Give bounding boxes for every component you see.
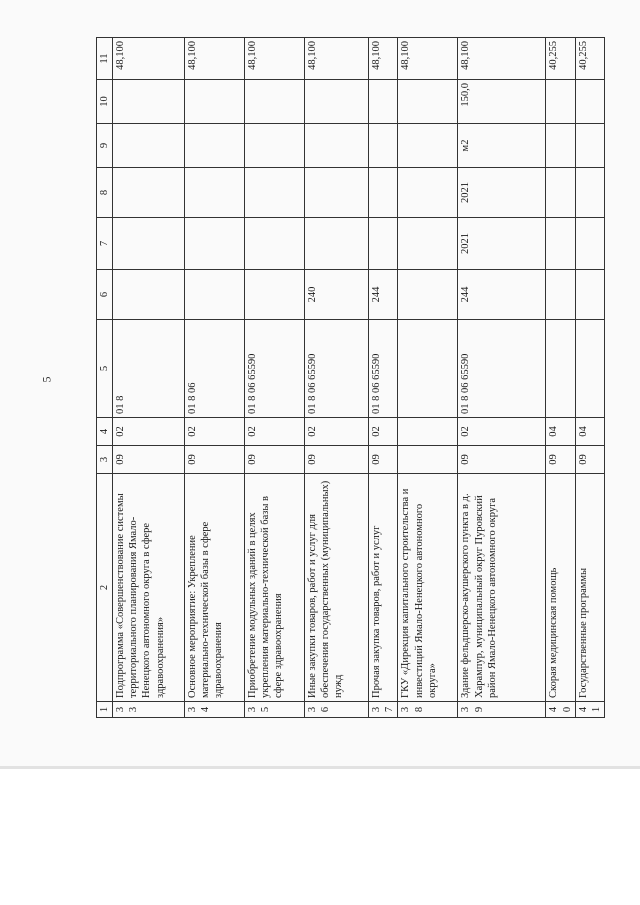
table-cell: 40 [546, 702, 575, 718]
table-cell: 09 [113, 446, 185, 474]
table-cell [305, 218, 369, 270]
header-cell: 10 [97, 80, 113, 124]
table-row [546, 38, 575, 718]
header-cell: 1 [97, 702, 113, 718]
header-cell: 4 [97, 418, 113, 446]
page-edge [0, 766, 640, 769]
table-cell: Подпрограмма «Совершенствование системы территориального планирования Ямало-Ненецкого автономного округа в сфере здравоохранения» [113, 474, 185, 702]
table-cell: Здание фельдшерско-акушерского пункта в д. Харампур, муниципальный округ Пуровский район Ямало-Ненецкого автономного округа [458, 474, 546, 702]
table-cell: 48,100 [398, 38, 458, 80]
table-cell: 01 8 06 65590 [369, 320, 398, 418]
table-cell: 48,100 [458, 38, 546, 80]
table-cell [305, 168, 369, 218]
table-cell: 02 [245, 418, 305, 446]
table-cell [245, 124, 305, 168]
table-cell: 01 8 06 [185, 320, 245, 418]
table-cell [398, 446, 458, 474]
header-cell: 5 [97, 320, 113, 418]
table-cell [546, 80, 575, 124]
table-cell: м2 [458, 124, 546, 168]
table-cell: 38 [398, 702, 458, 718]
table-cell [185, 168, 245, 218]
budget-table-wrapper [96, 38, 605, 718]
header-cell: 3 [97, 446, 113, 474]
table-cell: Прочая закупка товаров, работ и услуг [369, 474, 398, 702]
table-cell: 02 [113, 418, 185, 446]
table-cell [185, 124, 245, 168]
table-cell: Иные закупки товаров, работ и услуг для обеспечения государственных (муниципальных) нужд [305, 474, 369, 702]
table-row [369, 38, 398, 718]
table-cell [305, 80, 369, 124]
header-cell: 2 [97, 474, 113, 702]
table-cell [398, 418, 458, 446]
header-cell: 6 [97, 270, 113, 320]
table-cell: 48,100 [245, 38, 305, 80]
table-cell: 37 [369, 702, 398, 718]
table-cell [185, 270, 245, 320]
table-row [113, 38, 185, 718]
table-cell [398, 168, 458, 218]
table-cell: 02 [305, 418, 369, 446]
table-cell [575, 218, 604, 270]
header-cell: 8 [97, 168, 113, 218]
table-cell: 04 [575, 418, 604, 446]
table-cell: Приобретение модульных зданий в целях укрепления материально-технической базы в сфере здравоохранения [245, 474, 305, 702]
table-cell: 48,100 [305, 38, 369, 80]
table-cell [398, 218, 458, 270]
table-cell [113, 270, 185, 320]
table-body [97, 38, 605, 718]
table-cell [546, 124, 575, 168]
table-cell: 09 [575, 446, 604, 474]
header-row [97, 38, 113, 718]
table-cell: 2021 [458, 218, 546, 270]
table-cell [185, 80, 245, 124]
table-row [398, 38, 458, 718]
table-cell: 40,255 [546, 38, 575, 80]
table-row [185, 38, 245, 718]
table-cell: 48,100 [369, 38, 398, 80]
table-cell: 09 [546, 446, 575, 474]
table-cell [245, 218, 305, 270]
table-cell [113, 168, 185, 218]
table-cell: 48,100 [113, 38, 185, 80]
table-cell: 240 [305, 270, 369, 320]
table-cell: Основное мероприятие: Укрепление материально-технической базы в сфере здравоохранения [185, 474, 245, 702]
table-cell [546, 320, 575, 418]
table-cell: 02 [185, 418, 245, 446]
table-cell [113, 80, 185, 124]
table-cell [305, 124, 369, 168]
table-cell: 01 8 06 65590 [458, 320, 546, 418]
header-cell: 11 [97, 38, 113, 80]
table-cell [575, 270, 604, 320]
table-cell [369, 168, 398, 218]
table-cell: 35 [245, 702, 305, 718]
table-cell [575, 320, 604, 418]
table-cell: 04 [546, 418, 575, 446]
table-cell: 36 [305, 702, 369, 718]
table-cell [113, 124, 185, 168]
table-cell: 48,100 [185, 38, 245, 80]
table-cell [245, 80, 305, 124]
table-row [245, 38, 305, 718]
table-cell [245, 270, 305, 320]
page-number: 5 [39, 376, 54, 383]
table-cell [546, 168, 575, 218]
table-cell [575, 168, 604, 218]
table-cell [113, 218, 185, 270]
table-cell: 09 [458, 446, 546, 474]
table-cell: 02 [369, 418, 398, 446]
table-cell: 2021 [458, 168, 546, 218]
table-row [305, 38, 369, 718]
table-cell [185, 218, 245, 270]
budget-table [96, 37, 605, 718]
table-cell [398, 270, 458, 320]
table-cell [369, 80, 398, 124]
table-cell: 34 [185, 702, 245, 718]
header-cell: 9 [97, 124, 113, 168]
table-cell: ГКУ «Дирекция капитального строительства и инвестиций Ямало-Ненецкого автономного округа» [398, 474, 458, 702]
table-cell: 09 [369, 446, 398, 474]
header-cell: 7 [97, 218, 113, 270]
table-cell: Государственные программы [575, 474, 604, 702]
table-cell [369, 218, 398, 270]
table-cell: 244 [458, 270, 546, 320]
table-row [575, 38, 604, 718]
table-cell: 09 [185, 446, 245, 474]
table-cell: 33 [113, 702, 185, 718]
table-cell: 41 [575, 702, 604, 718]
table-cell: 150,0 [458, 80, 546, 124]
table-cell [546, 218, 575, 270]
table-cell [398, 320, 458, 418]
table-cell: 01 8 06 65590 [245, 320, 305, 418]
table-cell [575, 80, 604, 124]
table-cell: 01 8 06 65590 [305, 320, 369, 418]
table-cell [575, 124, 604, 168]
table-cell: Скорая медицинская помощь [546, 474, 575, 702]
table-row [458, 38, 546, 718]
table-cell: 40,255 [575, 38, 604, 80]
table-cell [546, 270, 575, 320]
table-cell [369, 124, 398, 168]
table-cell: 39 [458, 702, 546, 718]
table-cell: 244 [369, 270, 398, 320]
table-cell [245, 168, 305, 218]
table-cell: 09 [245, 446, 305, 474]
table-cell: 02 [458, 418, 546, 446]
table-cell: 09 [305, 446, 369, 474]
table-cell [398, 80, 458, 124]
table-cell [398, 124, 458, 168]
table-cell: 01 8 [113, 320, 185, 418]
